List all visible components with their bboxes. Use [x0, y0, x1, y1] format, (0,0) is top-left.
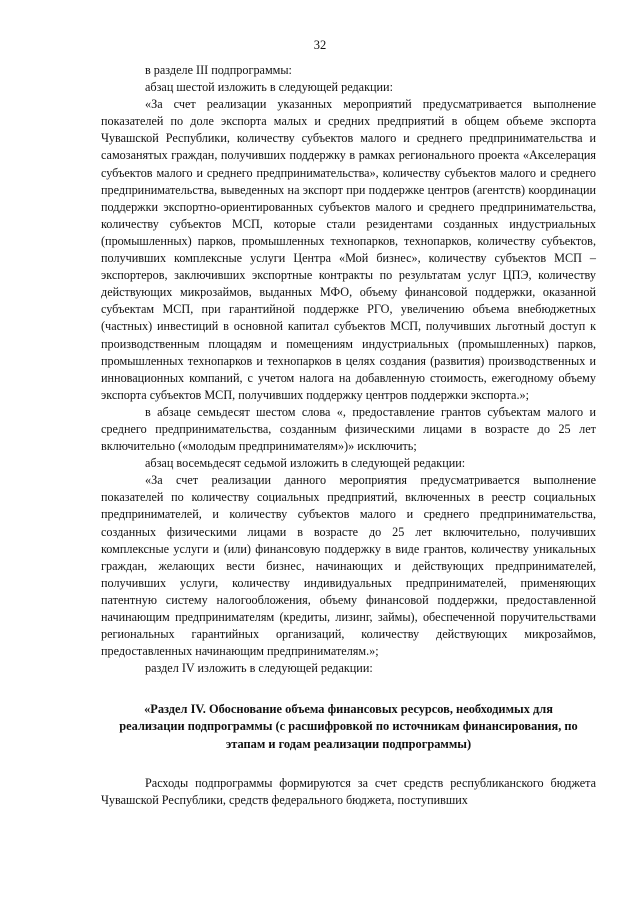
paragraph-section-iii-intro: в разделе III подпрограммы:: [145, 63, 292, 77]
paragraph-section-iv-intro: раздел IV изложить в следующей редакции:: [145, 661, 373, 676]
paragraph-eighty-seventh-intro: абзац восемьдесят седьмой изложить в следующей редакции:: [145, 456, 466, 471]
paragraph-sixth-intro: абзац шестой изложить в следующей редакции:: [145, 80, 393, 95]
paragraph-seventy-sixth: в абзаце семьдесят шестом слова «, предоставление грантов субъектам малого и среднего предпринимательства, созданным физическими лицами в возрасте до 25 лет включительно («молодым предпринимателям»)» исключить;: [101, 404, 596, 454]
page-number: 32: [313, 38, 327, 52]
document-body: [101, 62, 596, 809]
paragraph-eighty-seventh-text: «За счет реализации данного мероприятия предусматривается выполнение показателей по количеству социальных предприятий, включенных в реестр социальных предпринимателей, и количеству субъектов малого и среднего предпринимательства, созданных физическими лицами в возрасте до 25 лет включительно, получивших комплексные услуги и (или) финансовую поддержку в виде грантов, количеству уникальных граждан, желающих вести бизнес, начинающих и действующих предпринимателей, получивших услуги, количеству индивидуальных предпринимателей, применяющих патентную систему налогообложения, объему финансовой поддержки, предоставленной начинающим предпринимателям (кредиты, лизинг, займы), обеспеченной поручительствами региональных гарантийных организаций, количеству действующих микрозаймов, предоставленных начинающим предпринимателям.»;: [101, 473, 596, 659]
paragraph-sixth-text: «За счет реализации указанных мероприятий предусматривается выполнение показателей по доле экспорта малых и средних предприятий в общем объеме экспорта Чувашской Республики, количеству субъектов малого и среднего предпринимательства и самозанятых граждан, получивших поддержку в рамках регионального проекта «Акселерация субъектов малого и среднего предпринимательства», количеству субъектов малого и среднего предпринимательства, выведенных на экспорт при поддержке центров (агентств) координации поддержки экспортно-ориентированных субъектов малого и среднего предпринимательства, количеству субъектов МСП, которые стали резидентами созданных индустриальных (промышленных) парков, промышленных технопарков, технопарков, количеству субъектов, получивших комплексные услуги Центра «Мой бизнес», количеству субъектов МСП – экспортеров, заключивших экспортные контракты по результатам услуг ЦПЭ, количеству действующих микрозаймов, выданных МФО, объему финансовой поддержки, оказанной субъектам МСП, при гарантийной поддержке РГО, увеличению объема внебюджетных (частных) инвестиций в основной капитал субъектов МСП, получивших льготный доступ к производственным площадям и помещениям индустриальных (промышленных) парков, промышленных технопарков и технопарков в целях создания (развития) производственных и инновационных компаний, с учетом налога на добавленную стоимость, ежегодному объему экспорта субъектов МСП, получивших поддержку центров поддержки экспорта.»;: [101, 97, 596, 402]
section-iv-heading: «Раздел IV. Обоснование объема финансовых ресурсов, необходимых для реализации подпрограммы (с расшифровкой по источникам финансирования, по этапам и годам реализации подпрограммы): [119, 702, 578, 751]
paragraph-expenses: Расходы подпрограммы формируются за счет средств республиканского бюджета Чувашской Республики, средств федерального бюджета, поступивших: [101, 775, 596, 807]
